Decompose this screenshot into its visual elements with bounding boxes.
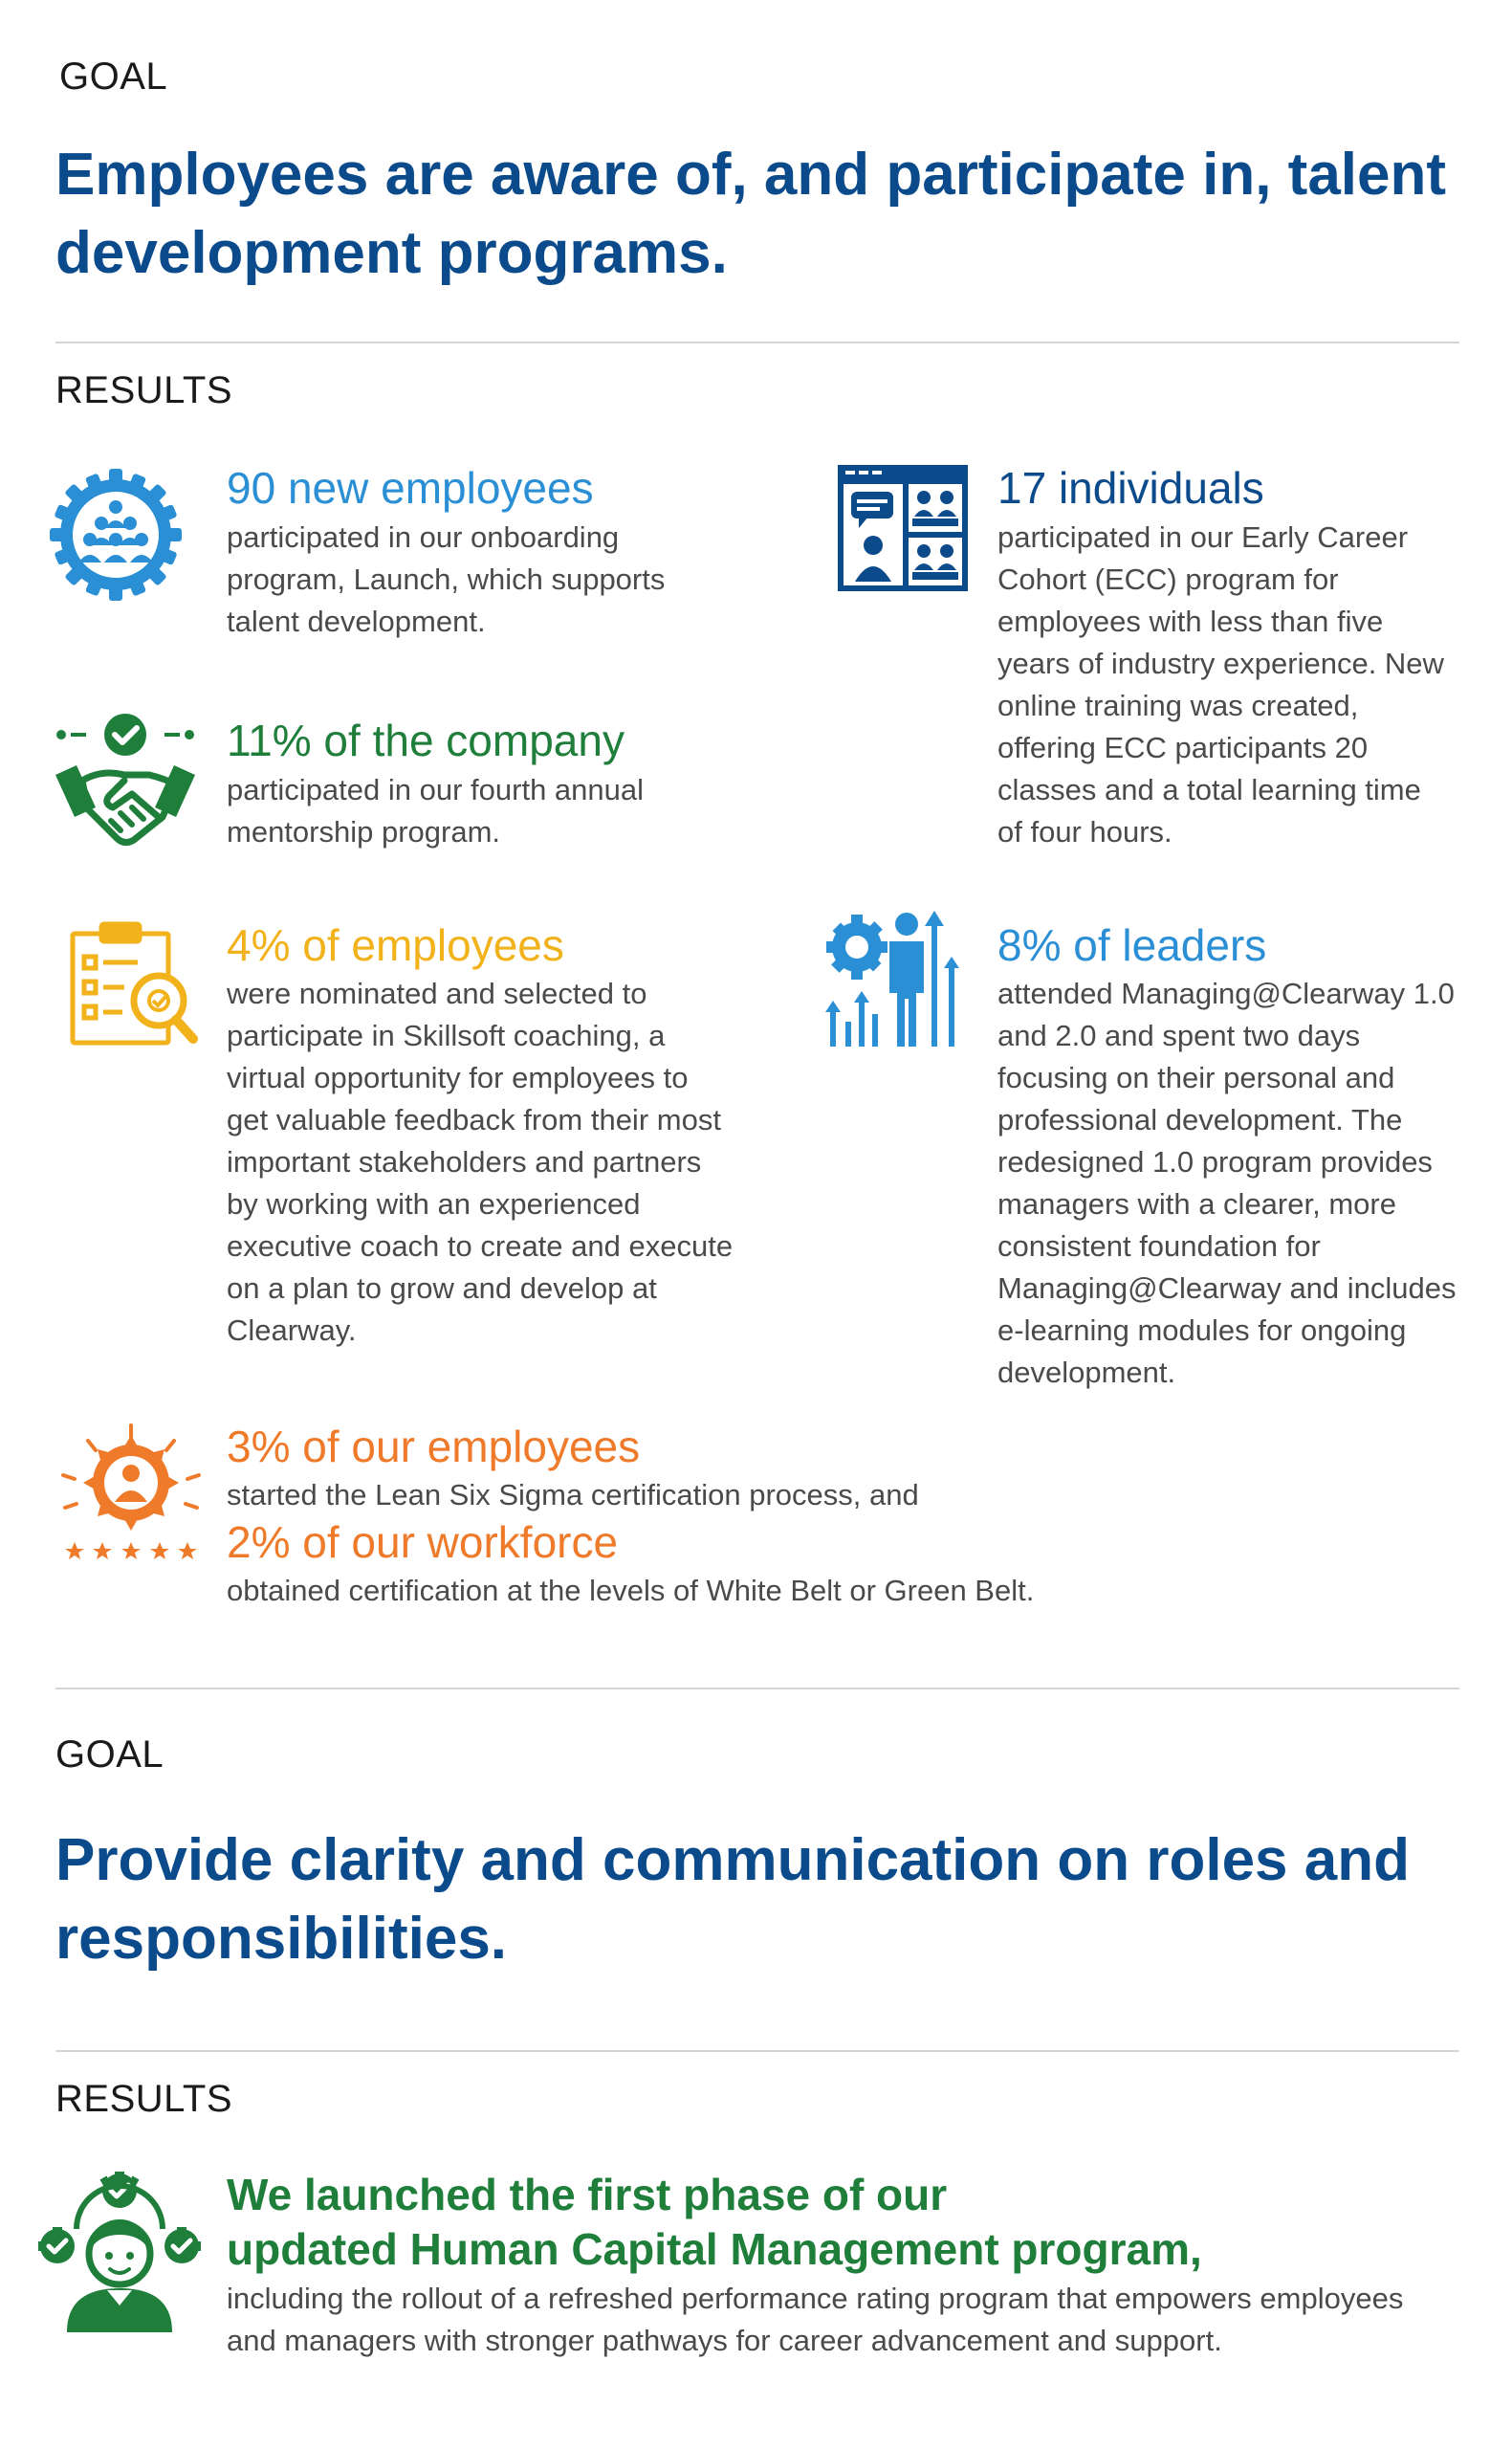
employee-gear-check-icon: [38, 2172, 201, 2334]
hcm-title-line1: We launched the first phase of our: [227, 2170, 948, 2219]
divider: [55, 1688, 1459, 1689]
results-label: RESULTS: [55, 369, 233, 411]
goal-title: Provide clarity and communication on roles and responsibilities.: [55, 1827, 1410, 1972]
handshake-icon: [54, 714, 197, 853]
leader-growth-icon: [824, 909, 968, 1052]
stat-lean-six-sigma: 3% of our employees: [227, 1422, 641, 1471]
stat-workforce: 2% of our workforce: [227, 1517, 619, 1567]
stat-company: 11% of the company: [227, 716, 625, 765]
stat-leaders-text: attended Managing@Clearway 1.0 and 2.0 and spent two days focusing on their personal and professional development. The redesigned 1.0 program provides managers with a clearer, more consistent foundation for Managing@Clearway and includes e-learning modules for ongoing development.: [997, 977, 1457, 1389]
clipboard-search-icon: [67, 918, 201, 1052]
hcm-text: including the rollout of a refreshed performance rating program that empowers employees and managers with stronger pathways for career advancement and support.: [227, 2282, 1404, 2357]
stat-company-text: participated in our fourth annual mentorship program.: [227, 773, 645, 849]
results-label: RESULTS: [55, 2078, 233, 2120]
stat-skillsoft: 4% of employees: [227, 920, 564, 970]
online-training-icon: [836, 463, 970, 593]
goal-label: GOAL: [55, 1733, 164, 1776]
goal-title: Employees are aware of, and participate in, talent development programs.: [55, 142, 1447, 286]
stat-new-employees: 90 new employees: [227, 463, 594, 513]
divider: [55, 2050, 1459, 2052]
stat-leaders: 8% of leaders: [997, 920, 1267, 970]
stat-workforce-text: obtained certification at the levels of White Belt or Green Belt.: [227, 1574, 1035, 1607]
stat-individuals: 17 individuals: [997, 463, 1264, 513]
onboarding-gear-icon: [44, 463, 187, 607]
goal-label: GOAL: [59, 55, 168, 98]
stat-individuals-text: participated in our Early Career Cohort (ECC) program for employees with less than five years of industry experience. New online training was created, offering ECC participants 20 classes and a total learning time of four hours.: [997, 520, 1444, 849]
stat-skillsoft-text: were nominated and selected to participate in Skillsoft coaching, a virtual opportunity for employees to get valuable feedback from their most important stakeholders and partners by working with an experienced executive coach to create and execute on a plan to grow and develop at Clearway.: [227, 977, 734, 1347]
divider: [55, 342, 1459, 343]
stat-lean-six-sigma-text: started the Lean Six Sigma certification process, and: [227, 1478, 919, 1511]
certification-badge-icon: [59, 1423, 203, 1567]
hcm-title-line2: updated Human Capital Management program,: [227, 2224, 1202, 2274]
stat-new-employees-text: participated in our onboarding program, Launch, which supports talent development.: [227, 520, 666, 638]
